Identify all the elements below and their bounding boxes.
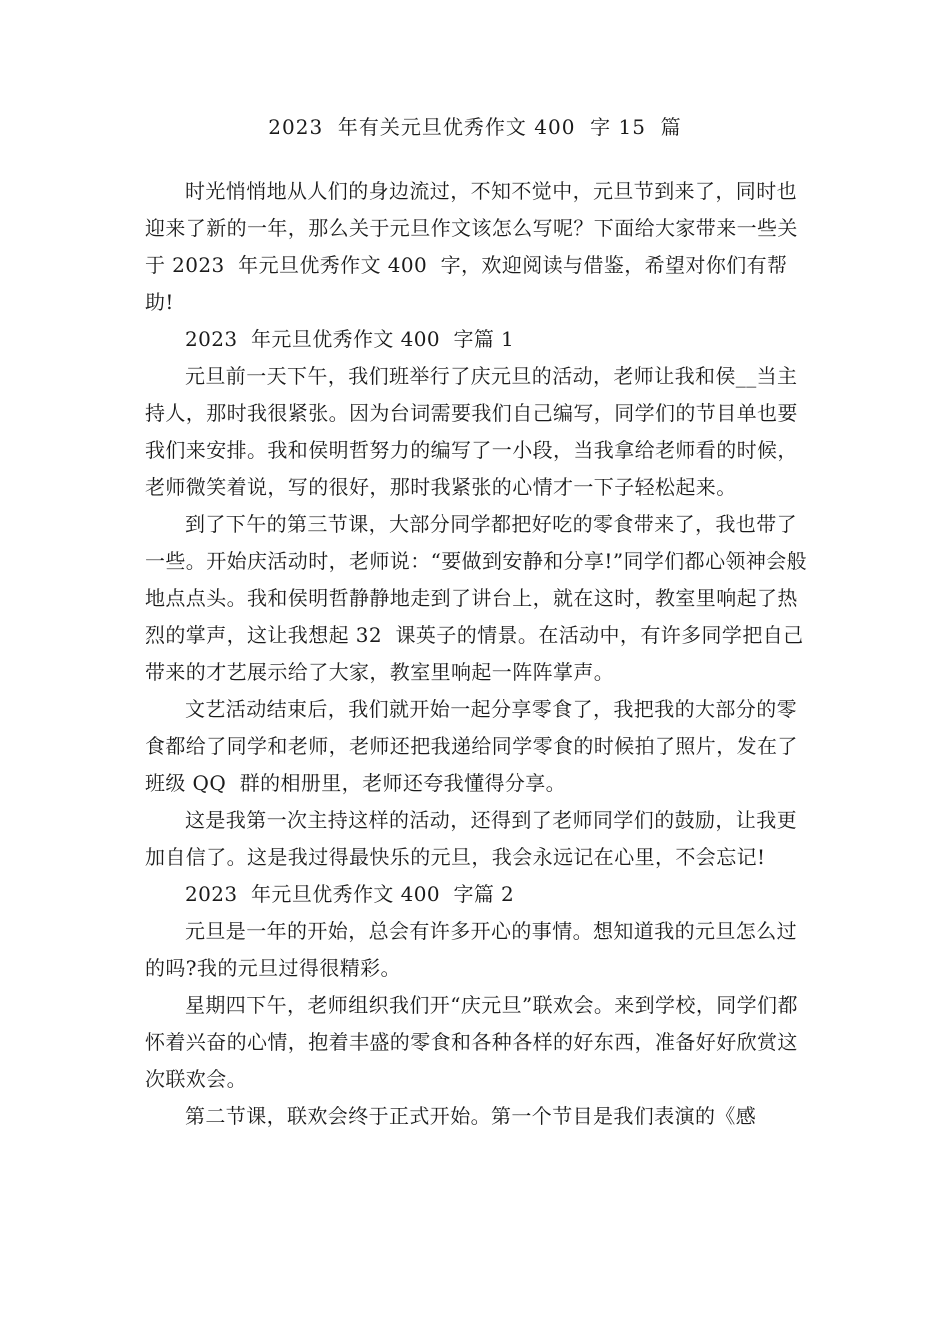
document-body xyxy=(145,173,811,1135)
paragraph: 这是我第一次主持这样的活动，还得到了老师同学们的鼓励，让我更加自信了。这是我过得最快乐的元旦，我会永远记在心里，不会忘记! xyxy=(145,808,797,869)
paragraph: 文艺活动结束后，我们就开始一起分享零食了，我把我的大部分的零食都给了同学和老师，老师还把我递给同学零食的时候拍了照片，发在了班级 QQ 群的相册里，老师还夸我懂得分享。 xyxy=(145,697,798,795)
paragraph: 元旦是一年的开始，总会有许多开心的事情。想知道我的元旦怎么过的吗?我的元旦过得很精彩。 xyxy=(145,919,797,980)
paragraph: 元旦前一天下午，我们班举行了庆元旦的活动，老师让我和侯__当主持人，那时我很紧张。因为台词需要我们自己编写，同学们的节目单也要我们来安排。我和侯明哲努力的编写了一小段，当我拿给老师看的时候，老师微笑着说，写的很好，那时我紧张的心情才一下子轻松起来。 xyxy=(145,364,798,499)
section-heading-1: 2023 年元旦优秀作文 400 字篇 1 xyxy=(185,327,515,351)
document-title: 2023 年有关元旦优秀作文 400 字 15 篇 xyxy=(268,115,682,139)
paragraph: 第二节课，联欢会终于正式开始。第一个节目是我们表演的《感 xyxy=(185,1104,757,1128)
section-heading-2: 2023 年元旦优秀作文 400 字篇 2 xyxy=(185,882,515,906)
intro-paragraph: 时光悄悄地从人们的身边流过，不知不觉中，元旦节到来了，同时也迎来了新的一年，那么关于元旦作文该怎么写呢？下面给大家带来一些关于 2023 年元旦优秀作文 400 字，欢迎阅读与借鉴，希望对你们有帮助! xyxy=(145,179,798,314)
paragraph: 到了下午的第三节课，大部分同学都把好吃的零食带来了，我也带了一些。开始庆活动时，老师说：“要做到安静和分享!”同学们都心领神会般地点点头。我和侯明哲静静地走到了讲台上，就在这时，教室里响起了热烈的掌声，这让我想起 32 课英子的情景。在活动中，有许多同学把自己带来的才艺展示给了大家，教室里响起一阵阵掌声。 xyxy=(145,512,808,684)
paragraph: 星期四下午，老师组织我们开“庆元旦”联欢会。来到学校，同学们都怀着兴奋的心情，抱着丰盛的零食和各种各样的好东西，准备好好欣赏这次联欢会。 xyxy=(145,993,798,1091)
